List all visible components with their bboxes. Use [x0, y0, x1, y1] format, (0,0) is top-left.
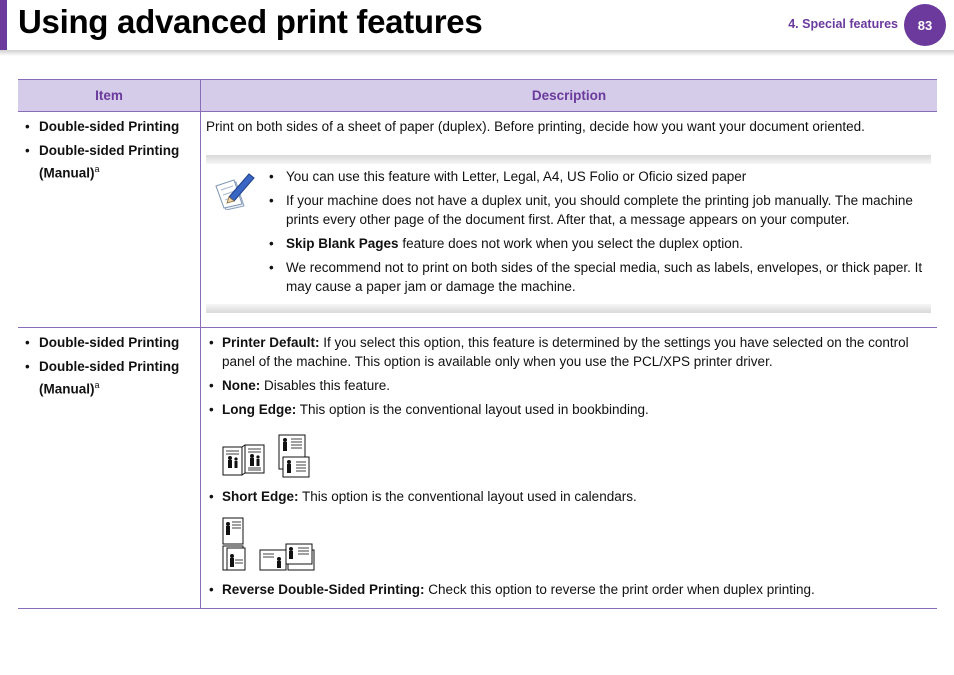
note-top-bar: [206, 155, 931, 164]
page-title: Using advanced print features: [18, 3, 483, 40]
page-number-badge: 83: [904, 4, 946, 46]
option-short-edge: • Short Edge: This option is the conventional layout used in calendars.: [222, 487, 937, 572]
note-item: • You can use this feature with Letter, Legal, A4, US Folio or Oficio sized paper: [286, 167, 931, 186]
item-list: [22, 117, 196, 183]
item-double-sided-manual: • Double-sided Printing (Manual)$^a$: [22, 357, 196, 399]
duplex-options-table: [18, 79, 937, 609]
accent-bar: [0, 0, 7, 52]
note-bottom-bar: [206, 304, 931, 313]
note-box: [206, 155, 931, 313]
short-edge-binding-illustration: [221, 516, 937, 572]
option-list: [206, 333, 937, 599]
header-description: Description: [201, 80, 938, 112]
option-reverse-duplex: • Reverse Double-Sided Printing: Check this option to reverse the print order when duplex printing.: [222, 580, 937, 599]
note-item: • If your machine does not have a duplex unit, you should complete the printing job manually. The machine prints every other page of the document first. After that, a message appears on your computer.: [286, 191, 931, 229]
option-printer-default: • Printer Default: If you select this option, this feature is determined by the settings you have selected on the control panel of the machine. This option is available only when you use the PCL/XPS printer driver.: [222, 333, 937, 371]
table-header-row: [18, 80, 937, 112]
description-cell: [201, 328, 938, 609]
item-double-sided: • Double-sided Printing: [22, 117, 196, 136]
option-none: • None: Disables this feature.: [222, 376, 937, 395]
note-pencil-icon: [214, 170, 256, 210]
table-row: [18, 328, 937, 609]
chapter-label: 4. Special features: [788, 17, 898, 31]
option-long-edge: • Long Edge: This option is the conventional layout used in bookbinding.: [222, 400, 937, 479]
long-edge-binding-illustration: [221, 433, 937, 479]
item-list: [22, 333, 196, 399]
table-row: [18, 112, 937, 328]
note-list: [206, 167, 931, 296]
header-item: Item: [18, 80, 201, 112]
note-item: • We recommend not to print on both sides of the special media, such as labels, envelopes, or thick paper. It may cause a paper jam or damage the machine.: [286, 258, 931, 296]
item-double-sided-manual: • Double-sided Printing (Manual)$^a$: [22, 141, 196, 183]
description-cell: [201, 112, 938, 328]
item-double-sided: • Double-sided Printing: [22, 333, 196, 352]
title-divider: [0, 50, 954, 56]
item-cell: [18, 112, 201, 328]
duplex-intro: Print on both sides of a sheet of paper (duplex). Before printing, decide how you want your document oriented.: [206, 119, 865, 134]
item-cell: [18, 328, 201, 609]
note-item: • Skip Blank Pages feature does not work when you select the duplex option.: [286, 234, 931, 253]
